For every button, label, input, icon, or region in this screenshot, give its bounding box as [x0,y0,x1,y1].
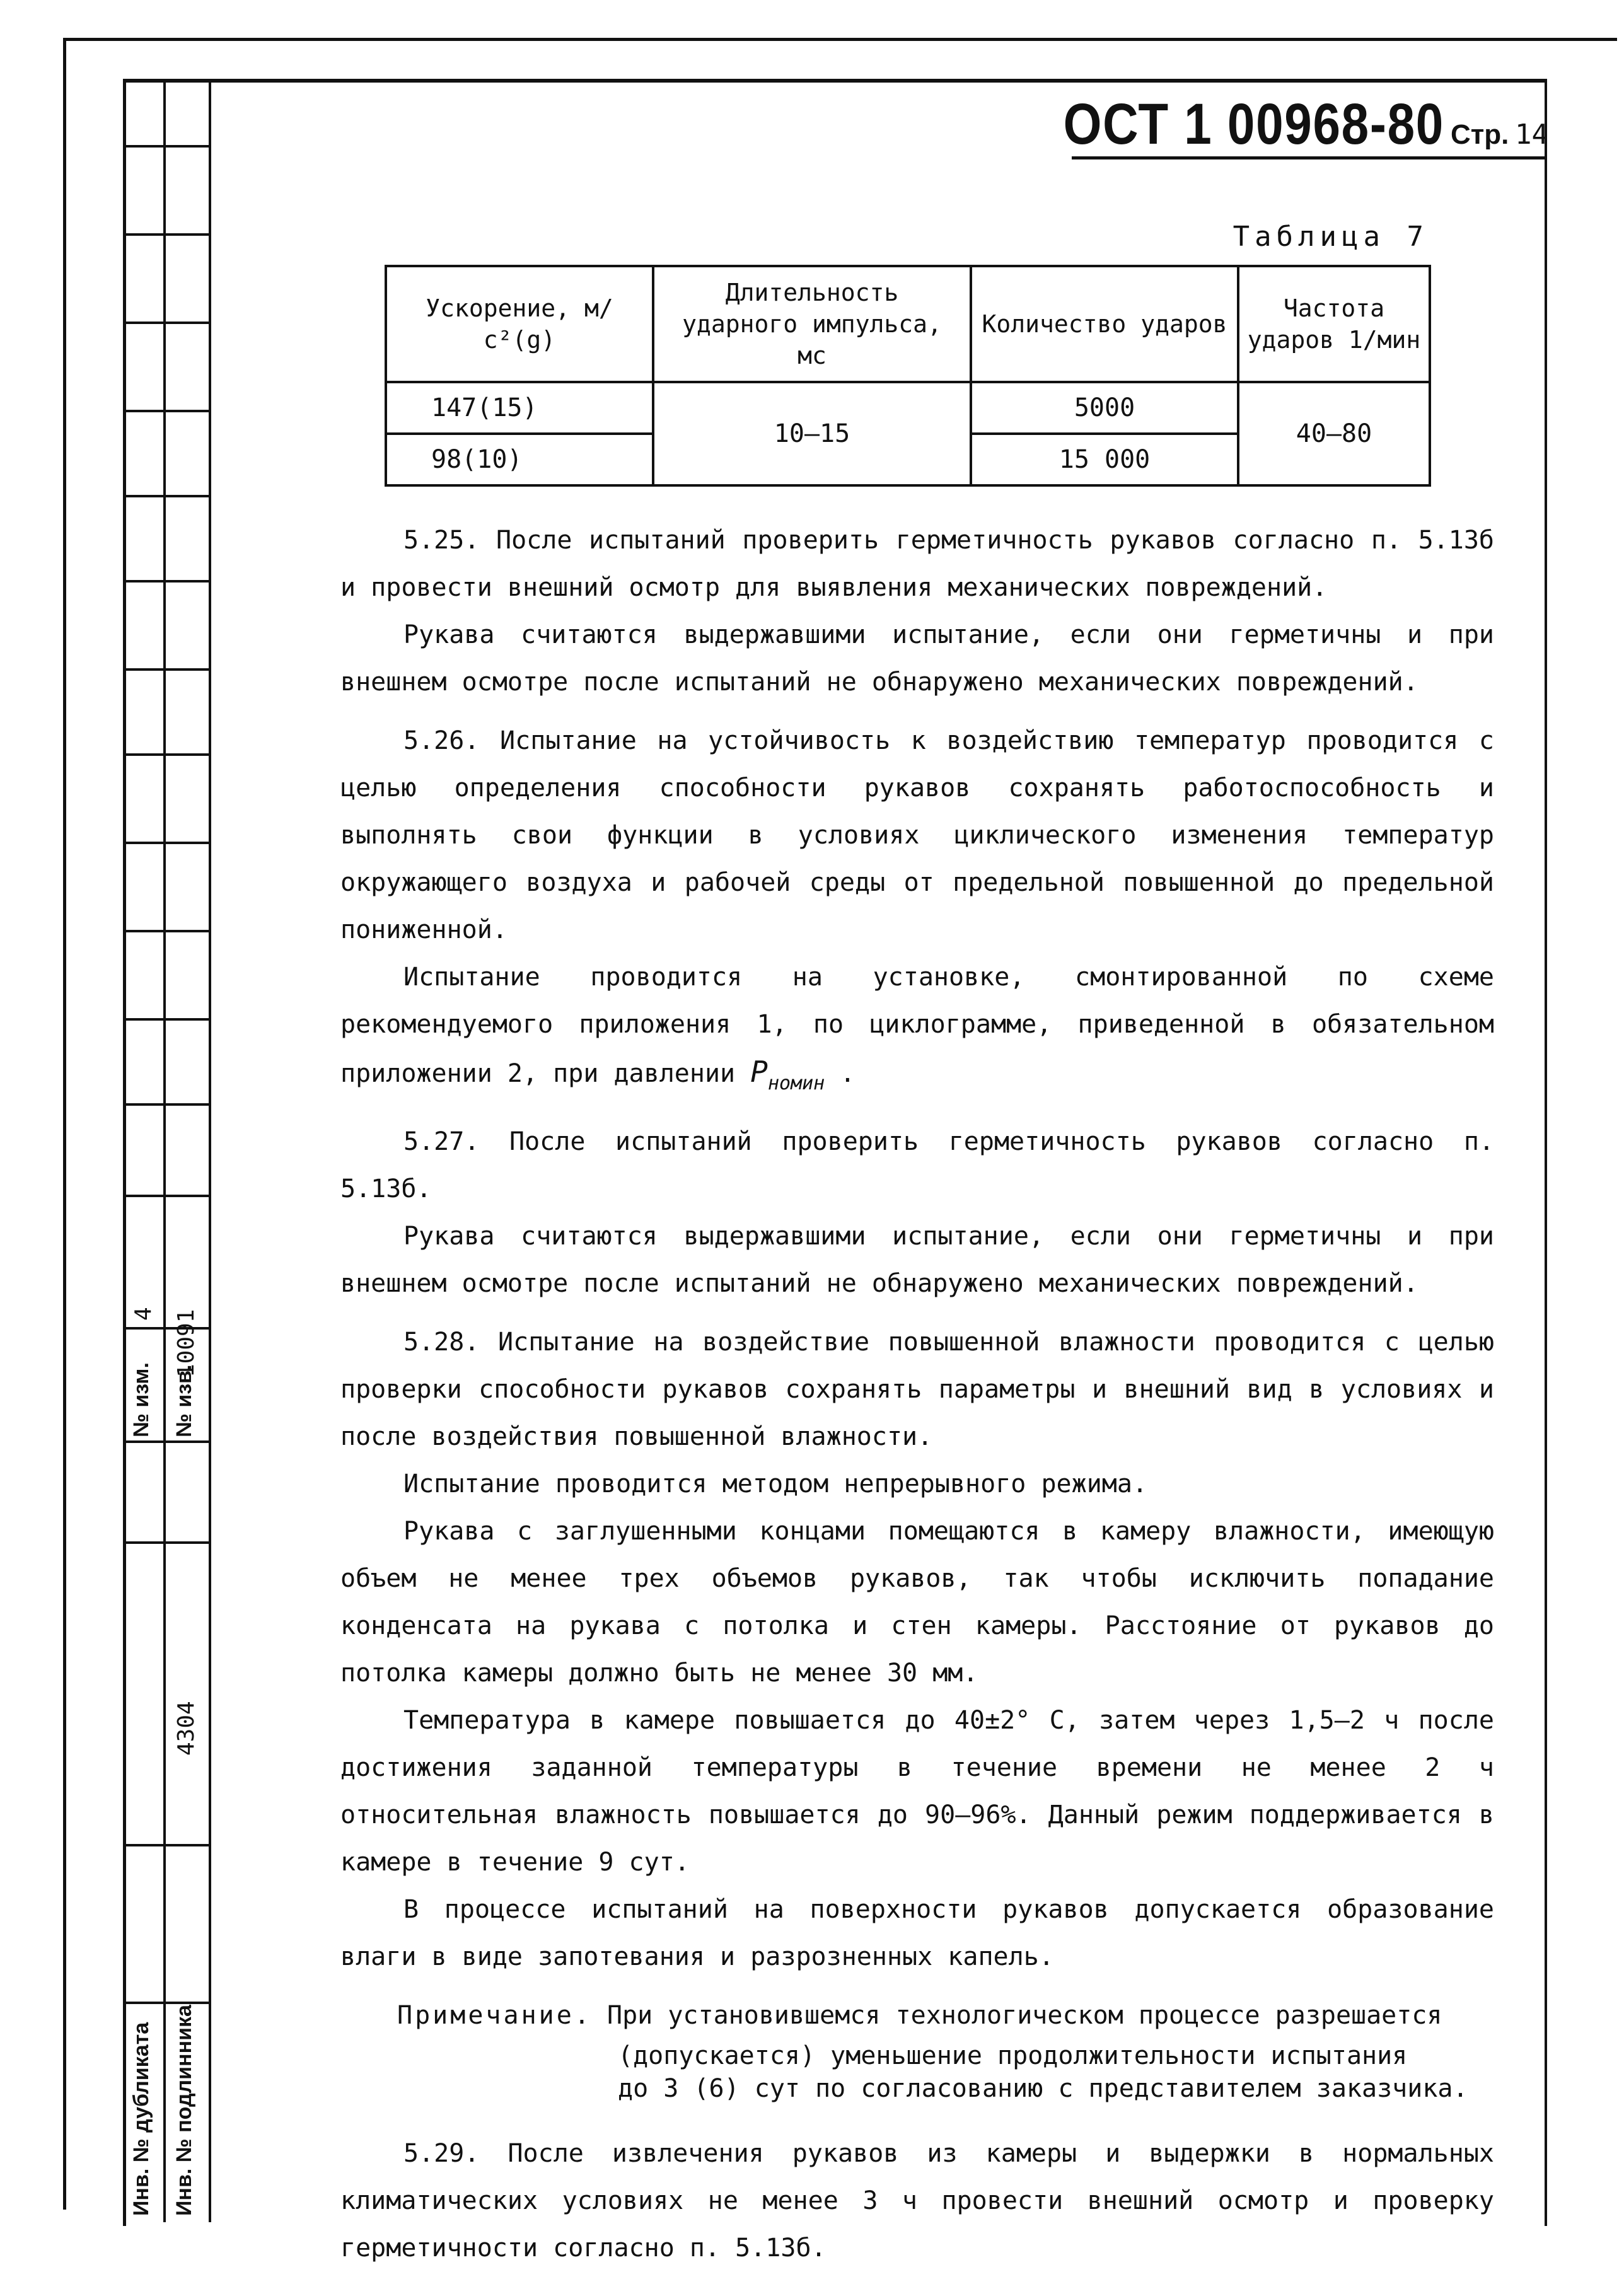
col-count: Количество ударов [971,266,1238,382]
paragraph: 5.25. После испытаний проверить герметичность рукавов согласно п. 5.13б и провести внешний осмотр для выявления механических повреждений. [340,526,1494,602]
strip-line [123,1195,211,1197]
strip-line [123,2002,211,2004]
strip-line [123,145,211,148]
cell-accel-1: 147(15) [386,382,653,434]
table-header-row [386,266,1430,382]
cell-duration: 10–15 [653,382,971,485]
cell-accel-2: 98(10) [386,434,653,485]
document-code: ОСТ 1 00968-80 [1063,92,1445,156]
strip-line [123,1541,211,1544]
document-body [340,517,1494,2272]
strip-line [123,580,211,582]
note-text: При установившемся технологическом процессе разрешается [607,2001,1442,2030]
strip-line [123,233,211,236]
strip-line [123,753,211,756]
inv-original-value: 4304 [173,1701,199,1756]
header-underline [1072,156,1545,159]
paragraph-text: Испытание проводится на установке, смонтированной по схеме рекомендуемого приложения 1, по циклограмме, приведенной в обязательном приложении 2, при давлении [340,963,1494,1088]
strip-line [123,930,211,932]
paragraph: Испытание проводится на установке, смонтированной по схеме рекомендуемого приложения 1, по циклограмме, приведенной в обязательном приложении 2, при давлении $P_{номин}$ . [340,963,1494,1094]
table-row [386,382,1430,434]
col-duration: Длительность ударного импульса, мс [653,266,971,382]
notice-number-value: 10091 [173,1309,199,1377]
page-label: Стр. [1450,119,1509,150]
document-header [996,91,1548,158]
note-first-line [397,1992,1494,2039]
paragraph: Температура в камере повышается до 40±2° С, затем через 1,5–2 ч после достижения заданной температуры в течение времени не менее 2 ч относительная влажность повышается до 90–96%. Данный режим поддерживается в камере в течение 9 сут. [340,1706,1494,1877]
paragraph: Рукава считаются выдержавшими испытание, если они герметичны и при внешнем осмотре после испытаний не обнаружено механических повреждений. [340,1222,1494,1298]
page-number: 14 [1515,119,1548,151]
shock-test-table [385,265,1431,487]
strip-line [123,495,211,497]
paragraph: Рукава считаются выдержавшими испытание, если они герметичны и при внешнем осмотре после испытаний не обнаружено механических повреждений. [340,620,1494,697]
strip-line [123,1440,211,1443]
pressure-symbol: P [750,1055,768,1089]
left-margin-strip [123,79,211,2222]
strip-line [123,1844,211,1846]
strip-line [123,322,211,324]
paragraph: 5.28. Испытание на воздействие повышенной влажности проводится с целью проверки способности рукавов сохранять параметры и внешний вид в условиях и после воздействия повышенной влажности. [340,1328,1494,1451]
paragraph: Рукава с заглушенными концами помещаются в камеру влажности, имеющую объем не менее трех объемов рукавов, так чтобы исключить попадание конденсата на рукава с потолка и стен камеры. Расстояние от рукавов до потолка камеры должно быть не менее 30 мм. [340,1517,1494,1688]
strip-line [123,842,211,844]
paragraph: 5.26. Испытание на устойчивость к воздействию температур проводится с целью определения способности рукавов сохранять работоспособность и выполнять свои функции в условиях циклического изменения температур окружающего воздуха и рабочей среды от предельной повышенной до предельной пониженной. [340,726,1494,944]
note-label: Примечание. [397,2001,592,2030]
inv-original-label: Инв. № подлинника [172,2005,196,2216]
col-acceleration: Ускорение, м/с²(g) [386,266,653,382]
strip-column-right [123,79,211,2222]
cell-count-2: 15 000 [971,434,1238,485]
strip-line [123,668,211,671]
note-line: до 3 (6) сут по согласованию с представителем заказчика. [618,2074,1468,2103]
col-frequency: Частота ударов 1/мин [1238,266,1430,382]
table-title: Таблица 7 [1232,221,1429,253]
cell-count-1: 5000 [971,382,1238,434]
notice-number-label: № изв. [172,1364,196,1437]
strip-line [123,1103,211,1106]
paragraph: В процессе испытаний на поверхности рукавов допускается образование влаги в виде запотевания и разрозненных капель. [340,1895,1494,1971]
pressure-subscript: номин [767,1072,825,1094]
change-number-value: 4 [130,1307,156,1321]
strip-line [123,1018,211,1021]
paragraph: 5.29. После извлечения рукавов из камеры и выдержки в нормальных климатических условиях не менее 3 ч провести внешний осмотр и проверку герметичности согласно п. 5.13б. [340,2139,1494,2263]
note-line: (допускается) уменьшение продолжительности испытания [618,2041,1408,2070]
paragraph: 5.27. После испытаний проверить герметичность рукавов согласно п. 5.13б. [340,1127,1494,1203]
strip-line [123,410,211,412]
change-number-label: № изм. [129,1362,153,1437]
inv-duplicate-label: Инв. № дубликата [129,2022,153,2216]
paragraph: Испытание проводится методом непрерывного режима. [403,1469,1148,1498]
cell-frequency: 40–80 [1238,382,1430,485]
